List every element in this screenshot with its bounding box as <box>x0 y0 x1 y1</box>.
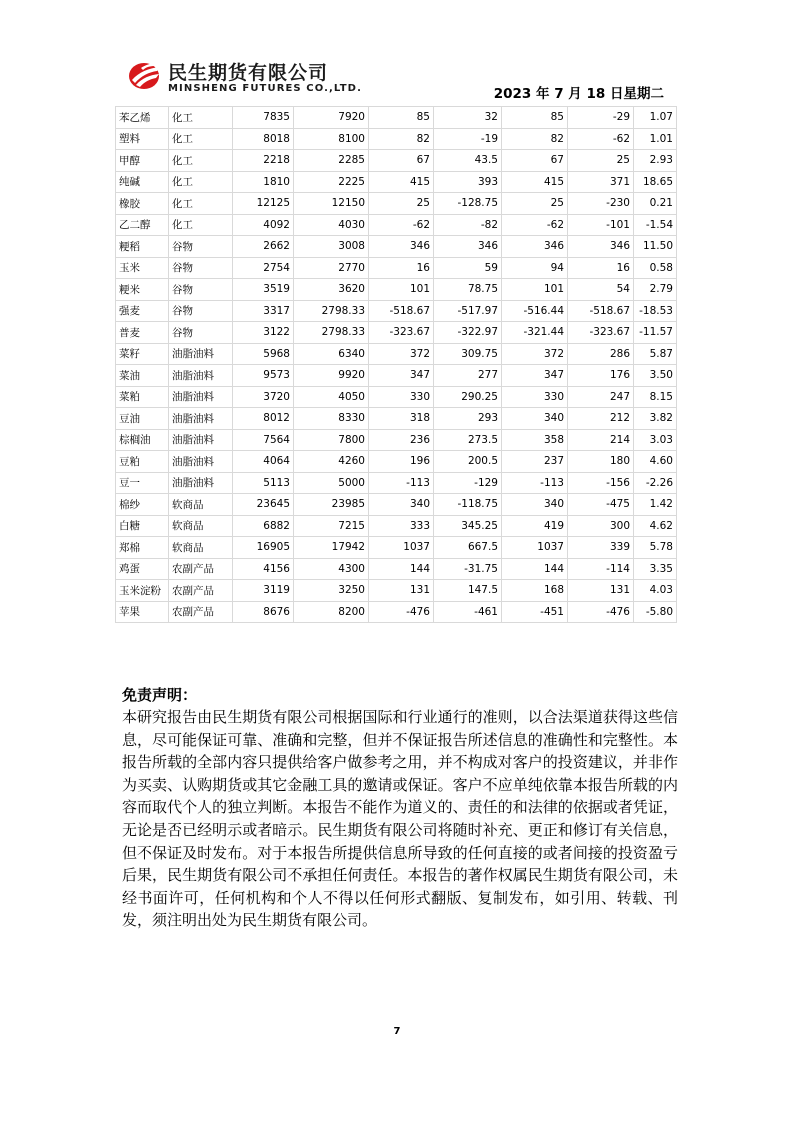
company-name-cn: 民生期货有限公司 <box>168 62 329 84</box>
commodity-name-cell: 豆粕 <box>116 451 169 473</box>
value-cell: 144 <box>369 558 434 580</box>
value-cell: 4260 <box>294 451 369 473</box>
value-cell: -518.67 <box>369 300 434 322</box>
value-cell: 371 <box>568 171 634 193</box>
value-cell: 5000 <box>294 472 369 494</box>
value-cell: 12125 <box>233 193 294 215</box>
value-cell: -62 <box>568 128 634 150</box>
value-cell: 67 <box>502 150 568 172</box>
value-cell: -323.67 <box>369 322 434 344</box>
value-cell: 6882 <box>233 515 294 537</box>
sector-cell: 谷物 <box>169 322 233 344</box>
value-cell: -476 <box>568 601 634 623</box>
page-number: 7 <box>393 1026 401 1037</box>
value-cell: 12150 <box>294 193 369 215</box>
table-row <box>116 343 677 365</box>
value-cell: 16 <box>568 257 634 279</box>
value-cell: 2218 <box>233 150 294 172</box>
value-cell: 8676 <box>233 601 294 623</box>
value-cell: 4050 <box>294 386 369 408</box>
value-cell: 131 <box>568 580 634 602</box>
commodity-name-cell: 棉纱 <box>116 494 169 516</box>
value-cell: 4156 <box>233 558 294 580</box>
value-cell: 318 <box>369 408 434 430</box>
value-cell: 25 <box>502 193 568 215</box>
commodity-name-cell: 苹果 <box>116 601 169 623</box>
value-cell: -1.54 <box>634 214 677 236</box>
value-cell: 3519 <box>233 279 294 301</box>
value-cell: 94 <box>502 257 568 279</box>
commodity-name-cell: 塑料 <box>116 128 169 150</box>
table-row <box>116 494 677 516</box>
value-cell: 7215 <box>294 515 369 537</box>
sector-cell: 油脂油料 <box>169 451 233 473</box>
value-cell: 346 <box>568 236 634 258</box>
value-cell: 3122 <box>233 322 294 344</box>
value-cell: 67 <box>369 150 434 172</box>
value-cell: -517.97 <box>434 300 502 322</box>
value-cell: -101 <box>568 214 634 236</box>
table-row <box>116 429 677 451</box>
value-cell: 212 <box>568 408 634 430</box>
disclaimer-title: 免责声明： <box>122 686 198 704</box>
value-cell: 346 <box>369 236 434 258</box>
value-cell: 1810 <box>233 171 294 193</box>
value-cell: -114 <box>568 558 634 580</box>
sector-cell: 软商品 <box>169 537 233 559</box>
value-cell: 5.78 <box>634 537 677 559</box>
value-cell: 8330 <box>294 408 369 430</box>
value-cell: 32 <box>434 107 502 129</box>
value-cell: -518.67 <box>568 300 634 322</box>
value-cell: 330 <box>369 386 434 408</box>
sector-cell: 软商品 <box>169 494 233 516</box>
value-cell: 393 <box>434 171 502 193</box>
value-cell: 4.62 <box>634 515 677 537</box>
sector-cell: 农副产品 <box>169 601 233 623</box>
value-cell: 9920 <box>294 365 369 387</box>
table-row <box>116 193 677 215</box>
value-cell: 237 <box>502 451 568 473</box>
value-cell: 82 <box>502 128 568 150</box>
table-body <box>116 107 677 623</box>
value-cell: 347 <box>369 365 434 387</box>
table-row <box>116 580 677 602</box>
table-row <box>116 408 677 430</box>
value-cell: 340 <box>369 494 434 516</box>
value-cell: 1.42 <box>634 494 677 516</box>
commodity-name-cell: 粳米 <box>116 279 169 301</box>
value-cell: 85 <box>369 107 434 129</box>
value-cell: -476 <box>369 601 434 623</box>
value-cell: -129 <box>434 472 502 494</box>
value-cell: 2798.33 <box>294 300 369 322</box>
commodity-name-cell: 苯乙烯 <box>116 107 169 129</box>
commodity-name-cell: 豆一 <box>116 472 169 494</box>
value-cell: -451 <box>502 601 568 623</box>
value-cell: 347 <box>502 365 568 387</box>
commodity-name-cell: 菜籽 <box>116 343 169 365</box>
value-cell: 43.5 <box>434 150 502 172</box>
value-cell: -516.44 <box>502 300 568 322</box>
sector-cell: 油脂油料 <box>169 386 233 408</box>
value-cell: 7800 <box>294 429 369 451</box>
value-cell: 7920 <box>294 107 369 129</box>
commodity-name-cell: 豆油 <box>116 408 169 430</box>
sector-cell: 农副产品 <box>169 580 233 602</box>
commodity-name-cell: 郑棉 <box>116 537 169 559</box>
value-cell: 168 <box>502 580 568 602</box>
value-cell: 419 <box>502 515 568 537</box>
value-cell: -323.67 <box>568 322 634 344</box>
value-cell: 0.58 <box>634 257 677 279</box>
value-cell: 3720 <box>233 386 294 408</box>
value-cell: 415 <box>369 171 434 193</box>
sector-cell: 化工 <box>169 128 233 150</box>
value-cell: 2.79 <box>634 279 677 301</box>
value-cell: 101 <box>369 279 434 301</box>
value-cell: 131 <box>369 580 434 602</box>
value-cell: 345.25 <box>434 515 502 537</box>
value-cell: 372 <box>369 343 434 365</box>
value-cell: 2.93 <box>634 150 677 172</box>
value-cell: -11.57 <box>634 322 677 344</box>
value-cell: 333 <box>369 515 434 537</box>
value-cell: 25 <box>369 193 434 215</box>
value-cell: 346 <box>502 236 568 258</box>
value-cell: 4.60 <box>634 451 677 473</box>
value-cell: -2.26 <box>634 472 677 494</box>
table-row <box>116 279 677 301</box>
value-cell: -18.53 <box>634 300 677 322</box>
value-cell: 286 <box>568 343 634 365</box>
table-row <box>116 515 677 537</box>
value-cell: 25 <box>568 150 634 172</box>
company-logo <box>122 56 372 100</box>
company-name-en: MINSHENG FUTURES CO.,LTD. <box>168 83 362 94</box>
value-cell: 415 <box>502 171 568 193</box>
report-date: 2023 年 7 月 18 日星期二 <box>493 86 664 102</box>
value-cell: 147.5 <box>434 580 502 602</box>
value-cell: 5968 <box>233 343 294 365</box>
value-cell: 200.5 <box>434 451 502 473</box>
commodity-name-cell: 鸡蛋 <box>116 558 169 580</box>
value-cell: 3317 <box>233 300 294 322</box>
sector-cell: 化工 <box>169 107 233 129</box>
value-cell: -128.75 <box>434 193 502 215</box>
value-cell: 3620 <box>294 279 369 301</box>
sector-cell: 软商品 <box>169 515 233 537</box>
value-cell: 85 <box>502 107 568 129</box>
value-cell: 3.82 <box>634 408 677 430</box>
value-cell: 23645 <box>233 494 294 516</box>
value-cell: -461 <box>434 601 502 623</box>
commodity-name-cell: 玉米 <box>116 257 169 279</box>
value-cell: 7564 <box>233 429 294 451</box>
value-cell: 11.50 <box>634 236 677 258</box>
sector-cell: 化工 <box>169 193 233 215</box>
commodity-name-cell: 乙二醇 <box>116 214 169 236</box>
value-cell: 196 <box>369 451 434 473</box>
sector-cell: 油脂油料 <box>169 365 233 387</box>
value-cell: -322.97 <box>434 322 502 344</box>
commodity-name-cell: 强麦 <box>116 300 169 322</box>
commodity-name-cell: 甲醇 <box>116 150 169 172</box>
value-cell: 4.03 <box>634 580 677 602</box>
value-cell: -5.80 <box>634 601 677 623</box>
table-row <box>116 365 677 387</box>
value-cell: 8018 <box>233 128 294 150</box>
commodity-name-cell: 纯碱 <box>116 171 169 193</box>
sector-cell: 油脂油料 <box>169 472 233 494</box>
table-row <box>116 300 677 322</box>
value-cell: 9573 <box>233 365 294 387</box>
value-cell: -113 <box>502 472 568 494</box>
sector-cell: 谷物 <box>169 279 233 301</box>
value-cell: 101 <box>502 279 568 301</box>
value-cell: 2285 <box>294 150 369 172</box>
value-cell: 4092 <box>233 214 294 236</box>
value-cell: 176 <box>568 365 634 387</box>
value-cell: 330 <box>502 386 568 408</box>
value-cell: -62 <box>502 214 568 236</box>
sector-cell: 油脂油料 <box>169 408 233 430</box>
sector-cell: 油脂油料 <box>169 343 233 365</box>
value-cell: 54 <box>568 279 634 301</box>
value-cell: 2225 <box>294 171 369 193</box>
commodity-name-cell: 菜粕 <box>116 386 169 408</box>
disclaimer-body: 本研究报告由民生期货有限公司根据国际和行业通行的准则，以合法渠道获得这些信息，尽可能保证可靠、准确和完整，但并不保证报告所述信息的准确性和完整性。本报告所载的全部内容只提供给客户做参考之用，并不构成对客户的投资建议，并非作为买卖、认购期货或其它金融工具的邀请或保证。客户不应单纯依靠本报告所载的内容而取代个人的独立判断。本报告不能作为道义的、责任的和法律的依据或者凭证，无论是否已经明示或者暗示。民生期货有限公司将随时补充、更正和修订有关信息，但不保证及时发布。对于本报告所提供信息所导致的任何直接的或者间接的投资盈亏后果，民生期货有限公司不承担任何责任。本报告的著作权属民生期货有限公司，未经书面许可，任何机构和个人不得以任何形式翻版、复制发布，如引用、转载、刊发，须注明出处为民生期货有限公司。 <box>122 708 678 930</box>
value-cell: 667.5 <box>434 537 502 559</box>
disclaimer-section <box>122 684 678 932</box>
sector-cell: 谷物 <box>169 300 233 322</box>
minsheng-logo-icon <box>127 58 161 92</box>
table-row <box>116 472 677 494</box>
value-cell: -19 <box>434 128 502 150</box>
value-cell: 180 <box>568 451 634 473</box>
value-cell: 3.35 <box>634 558 677 580</box>
value-cell: 3250 <box>294 580 369 602</box>
value-cell: 2662 <box>233 236 294 258</box>
value-cell: 339 <box>568 537 634 559</box>
table-row <box>116 537 677 559</box>
value-cell: 6340 <box>294 343 369 365</box>
value-cell: 309.75 <box>434 343 502 365</box>
table-row <box>116 150 677 172</box>
table-row <box>116 257 677 279</box>
commodity-name-cell: 普麦 <box>116 322 169 344</box>
value-cell: 2770 <box>294 257 369 279</box>
value-cell: 3008 <box>294 236 369 258</box>
value-cell: -156 <box>568 472 634 494</box>
commodity-name-cell: 粳稻 <box>116 236 169 258</box>
value-cell: -475 <box>568 494 634 516</box>
value-cell: 340 <box>502 408 568 430</box>
value-cell: -230 <box>568 193 634 215</box>
value-cell: -321.44 <box>502 322 568 344</box>
value-cell: 293 <box>434 408 502 430</box>
table-row <box>116 601 677 623</box>
value-cell: -29 <box>568 107 634 129</box>
value-cell: 1.01 <box>634 128 677 150</box>
value-cell: 78.75 <box>434 279 502 301</box>
value-cell: 4030 <box>294 214 369 236</box>
value-cell: 2798.33 <box>294 322 369 344</box>
table-row <box>116 558 677 580</box>
value-cell: 214 <box>568 429 634 451</box>
value-cell: 5113 <box>233 472 294 494</box>
value-cell: -62 <box>369 214 434 236</box>
table-row <box>116 322 677 344</box>
value-cell: 0.21 <box>634 193 677 215</box>
table-row <box>116 107 677 129</box>
table-row <box>116 386 677 408</box>
value-cell: 8.15 <box>634 386 677 408</box>
value-cell: 7835 <box>233 107 294 129</box>
value-cell: 1037 <box>502 537 568 559</box>
value-cell: 358 <box>502 429 568 451</box>
value-cell: 1.07 <box>634 107 677 129</box>
value-cell: 5.87 <box>634 343 677 365</box>
value-cell: 3.50 <box>634 365 677 387</box>
commodity-name-cell: 橡胶 <box>116 193 169 215</box>
value-cell: 290.25 <box>434 386 502 408</box>
futures-price-table <box>115 106 677 623</box>
value-cell: -82 <box>434 214 502 236</box>
value-cell: 82 <box>369 128 434 150</box>
value-cell: 3.03 <box>634 429 677 451</box>
commodity-name-cell: 玉米淀粉 <box>116 580 169 602</box>
value-cell: 16905 <box>233 537 294 559</box>
value-cell: 3119 <box>233 580 294 602</box>
value-cell: 8200 <box>294 601 369 623</box>
value-cell: 247 <box>568 386 634 408</box>
table-row <box>116 214 677 236</box>
value-cell: 17942 <box>294 537 369 559</box>
value-cell: 372 <box>502 343 568 365</box>
value-cell: 16 <box>369 257 434 279</box>
value-cell: 8100 <box>294 128 369 150</box>
value-cell: 18.65 <box>634 171 677 193</box>
value-cell: 4064 <box>233 451 294 473</box>
value-cell: -31.75 <box>434 558 502 580</box>
commodity-name-cell: 白糖 <box>116 515 169 537</box>
table-row <box>116 236 677 258</box>
sector-cell: 农副产品 <box>169 558 233 580</box>
sector-cell: 谷物 <box>169 236 233 258</box>
value-cell: 340 <box>502 494 568 516</box>
sector-cell: 化工 <box>169 171 233 193</box>
sector-cell: 谷物 <box>169 257 233 279</box>
value-cell: -118.75 <box>434 494 502 516</box>
table-row <box>116 128 677 150</box>
sector-cell: 化工 <box>169 150 233 172</box>
value-cell: 236 <box>369 429 434 451</box>
sector-cell: 化工 <box>169 214 233 236</box>
value-cell: 144 <box>502 558 568 580</box>
value-cell: 59 <box>434 257 502 279</box>
value-cell: 300 <box>568 515 634 537</box>
value-cell: 8012 <box>233 408 294 430</box>
commodity-name-cell: 棕榈油 <box>116 429 169 451</box>
value-cell: 2754 <box>233 257 294 279</box>
value-cell: 4300 <box>294 558 369 580</box>
value-cell: 23985 <box>294 494 369 516</box>
commodity-name-cell: 菜油 <box>116 365 169 387</box>
value-cell: 273.5 <box>434 429 502 451</box>
value-cell: 1037 <box>369 537 434 559</box>
value-cell: 346 <box>434 236 502 258</box>
table-row <box>116 451 677 473</box>
value-cell: 277 <box>434 365 502 387</box>
value-cell: -113 <box>369 472 434 494</box>
table-row <box>116 171 677 193</box>
sector-cell: 油脂油料 <box>169 429 233 451</box>
page-header <box>122 56 670 102</box>
